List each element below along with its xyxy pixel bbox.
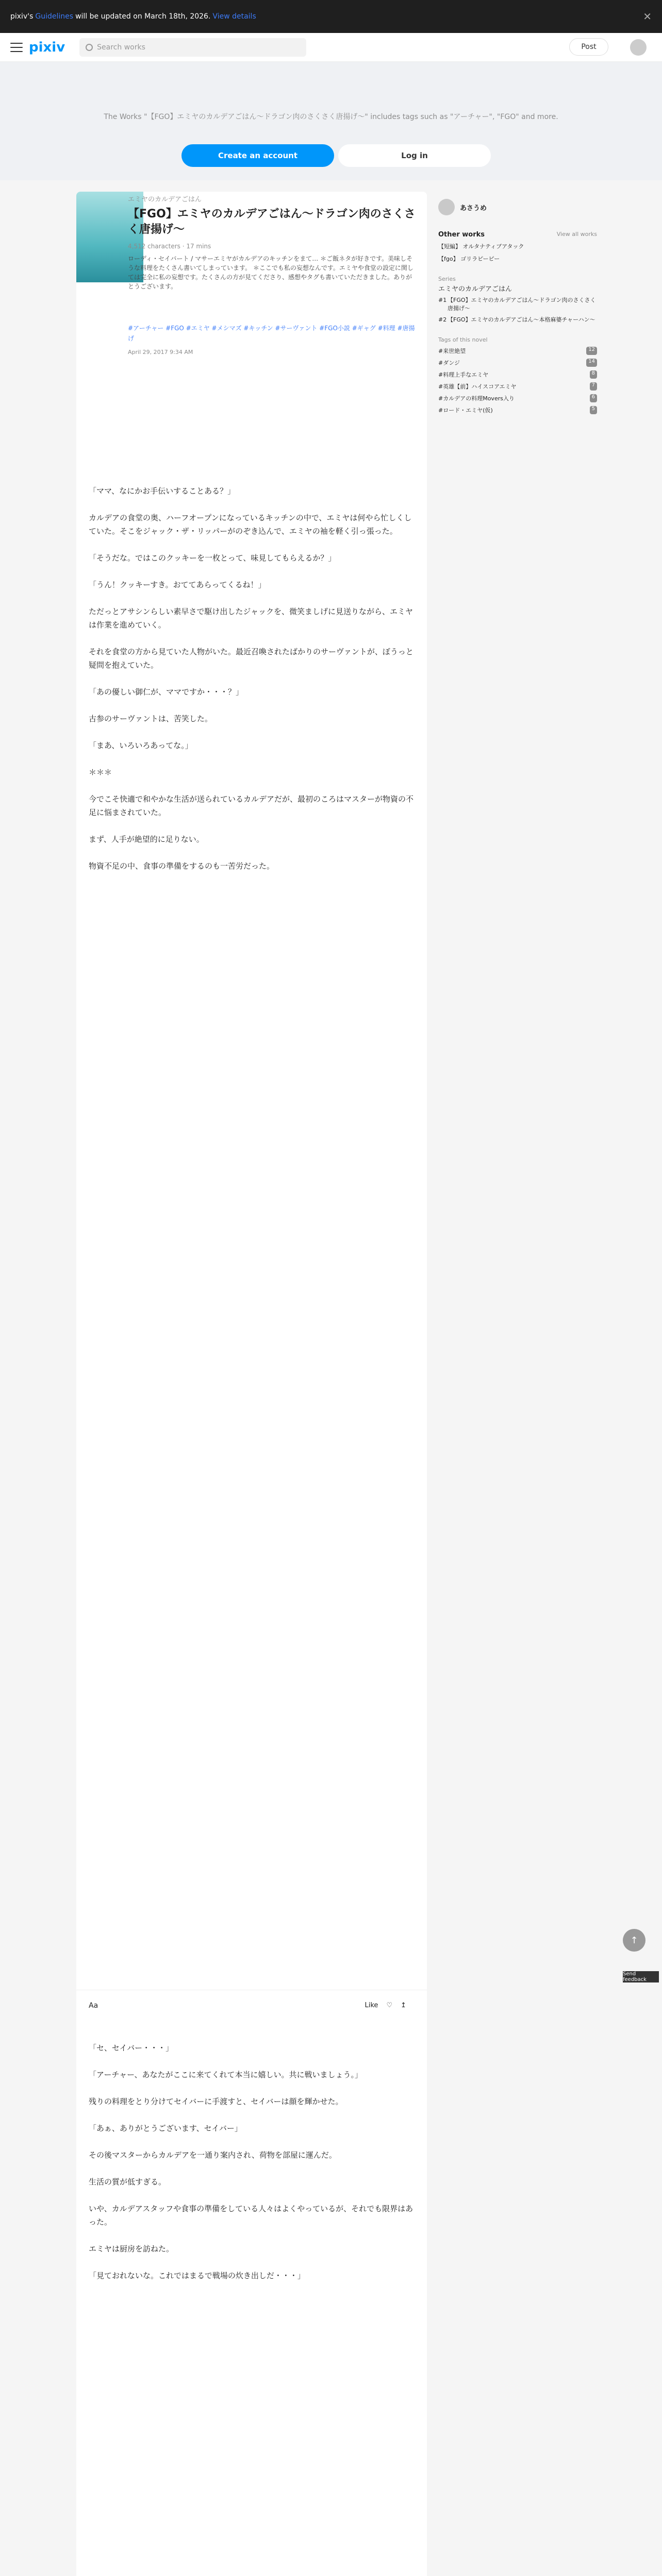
paragraph: 今でこそ快適で和やかな生活が送られているカルデアだが、最初のころはマスターが物資の不足に悩まされていた。 [89, 794, 414, 817]
novel-body [89, 484, 415, 886]
like-button[interactable]: Like [365, 2002, 378, 2009]
series-item[interactable]: #1 【FGO】エミヤのカルデアごはん〜ドラゴン肉のさくさく唐揚げ〜 [438, 297, 596, 312]
paragraph: エミヤは厨房を訪ねた。 [89, 2244, 174, 2253]
banner-text: pixiv's [10, 12, 34, 21]
novel-description: ローディ・セイバート / マサーエミヤがカルデアのキッチンをまて… ＊ご飯ネタが好きです。美味しそうな料理をたくさん書いてしまっています。 ＊ここでも私の妄想なんです。エミヤや食堂の設定に関しては完全に私の妄想です。たくさんの方が見てくださり、感想やタグも書いていただきました。ありがとうございます。 [128, 255, 413, 290]
series-title[interactable]: エミヤのカルデアごはん [438, 285, 512, 293]
novel-body-continued [76, 2021, 427, 2576]
paragraph: 「ママ、なにかお手伝いすることある？」 [89, 486, 236, 496]
avatar[interactable] [630, 39, 647, 56]
create-account-button[interactable]: Create an account [181, 144, 334, 167]
tag-list[interactable]: #アーチャー #FGO #エミヤ #メシマズ #キッチン #サーヴァント #FGO小説 #ギャグ #料理 #唐揚げ [128, 325, 415, 342]
pixiv-logo[interactable]: pixiv [29, 39, 65, 55]
paragraph: 「そうだな。ではこのクッキーを一枚とって、味見してもらえるか？」 [89, 553, 336, 563]
signup-promo [0, 62, 662, 180]
novel-meta [128, 194, 417, 355]
heart-icon[interactable]: ♡ [386, 2002, 393, 2009]
paragraph: 物資不足の中、食事の準備をするのも一苦労だった。 [89, 861, 275, 871]
novel-body-2 [89, 2041, 415, 2296]
paragraph: いや、カルデアスタッフや食事の準備をしている人々はよくやっているが、それでも限界はあった。 [89, 2204, 413, 2227]
search-icon [86, 44, 93, 51]
post-date: April 29, 2017 9:34 AM [128, 349, 193, 355]
post-button[interactable]: Post [569, 38, 608, 56]
novel-stats: 4,512 characters · 17 mins [128, 243, 211, 250]
login-button[interactable]: Log in [338, 144, 491, 167]
paragraph: 「アーチャー、あなたがここに来てくれて本当に嬉しい。共に戦いましょう。」 [89, 2070, 363, 2079]
search-input[interactable] [79, 38, 306, 57]
series-item[interactable]: #2 【FGO】エミヤのカルデアごはん〜本格麻婆チャーハン〜 [438, 316, 595, 323]
sidebar-tag[interactable]: #ダンジ 14 [438, 359, 597, 367]
feedback-button[interactable]: Send feedback [623, 1971, 659, 1982]
paragraph: 古参のサーヴァントは、苦笑した。 [89, 714, 212, 723]
scroll-top-icon[interactable]: ↑ [623, 1929, 646, 1952]
paragraph: ただっとアサシンらしい素早さで駆け出したジャックを、微笑ましげに見送りながら、エミヤは作業を進めていく。 [89, 607, 413, 630]
paragraph: 「まあ、いろいろあってな。」 [89, 741, 193, 750]
paragraph: それを食堂の方から見ていた人物がいた。最近召喚されたばかりのサーヴァントが、ぼうっと疑問を抱えていた。 [89, 647, 413, 670]
close-icon[interactable]: ✕ [643, 10, 652, 23]
series-label: Series [438, 276, 456, 282]
paragraph: 「セ、セイバー・・・」 [89, 2043, 174, 2053]
sidebar-tag[interactable]: #英雄【前】ハイスコアエミヤ 7 [438, 382, 597, 391]
sidebar-tag[interactable]: #カルデアの料理Movers入り 6 [438, 394, 597, 402]
other-work-item[interactable]: 【短編】 オルタナティブアタック [438, 243, 524, 250]
tags-label: Tags of this novel [438, 336, 488, 343]
series-link[interactable]: エミヤのカルデアごはん [128, 196, 202, 204]
paragraph: 「見ておれないな。これではまるで戦場の炊き出しだ・・・」 [89, 2271, 305, 2280]
section-divider: ＊＊＊ [89, 768, 112, 777]
paragraph: まず、人手が絶望的に足りない。 [89, 835, 204, 844]
font-size-icon[interactable]: Aa [89, 2001, 98, 2010]
menu-icon[interactable] [10, 43, 23, 52]
paragraph: 「うん！クッキーすき。おててあらってくるね！」 [89, 580, 266, 589]
guidelines-link[interactable]: Guidelines [35, 12, 74, 21]
author-name[interactable]: あさうめ [460, 204, 487, 212]
novel-title: 【FGO】エミヤのカルデアごはん〜ドラゴン肉のさくさく唐揚げ〜 [128, 208, 416, 236]
action-bar [76, 1990, 427, 2021]
author-profile[interactable] [438, 192, 597, 223]
view-all-link[interactable]: View all works [556, 231, 597, 238]
sidebar-tag[interactable]: #来世絶望 12 [438, 347, 597, 355]
sidebar-tag[interactable]: #料理上手なエミヤ 8 [438, 370, 597, 379]
paragraph: 生活の質が低すぎる。 [89, 2177, 167, 2187]
top-header [0, 33, 662, 62]
banner-text-mid: will be updated on March 18th, 2026. [75, 12, 211, 21]
sidebar [438, 192, 597, 414]
paragraph: その後マスターからカルデアを一通り案内され、荷物を部屋に運んだ。 [89, 2150, 337, 2160]
share-icon[interactable]: ↥ [401, 2002, 406, 2009]
other-works-heading: Other works View all works [438, 231, 597, 239]
paragraph: 「あの優しい御仁が、ママですか・・・？」 [89, 687, 244, 697]
novel-panel [76, 192, 427, 1995]
other-work-item[interactable]: 【fgo】 ゴリラピーピー [438, 256, 500, 262]
view-details-link[interactable]: View details [212, 12, 256, 21]
paragraph: 「あぁ、ありがとうございます、セイバー」 [89, 2124, 242, 2133]
paragraph: カルデアの食堂の奥、ハーフオープンになっているキッチンの中で、エミヤは何やら忙しくしていた。そこをジャック・ザ・リッパーがのぞき込んで、エミヤの袖を軽く引っ張った。 [89, 513, 412, 536]
search-placeholder: Search works [97, 43, 145, 52]
author-avatar[interactable] [438, 199, 455, 215]
announcement-banner [0, 0, 662, 33]
sidebar-tag[interactable]: #ロード・エミヤ(仮) 5 [438, 406, 597, 414]
promo-text: The Works "【FGO】エミヤのカルデアごはん〜ドラゴン肉のさくさく唐揚げ〜" includes tags such as "アーチャー", "FGO" and more. [104, 113, 558, 121]
paragraph: 残りの料理をとり分けてセイバーに手渡すと、セイバーは顔を輝かせた。 [89, 2097, 343, 2106]
